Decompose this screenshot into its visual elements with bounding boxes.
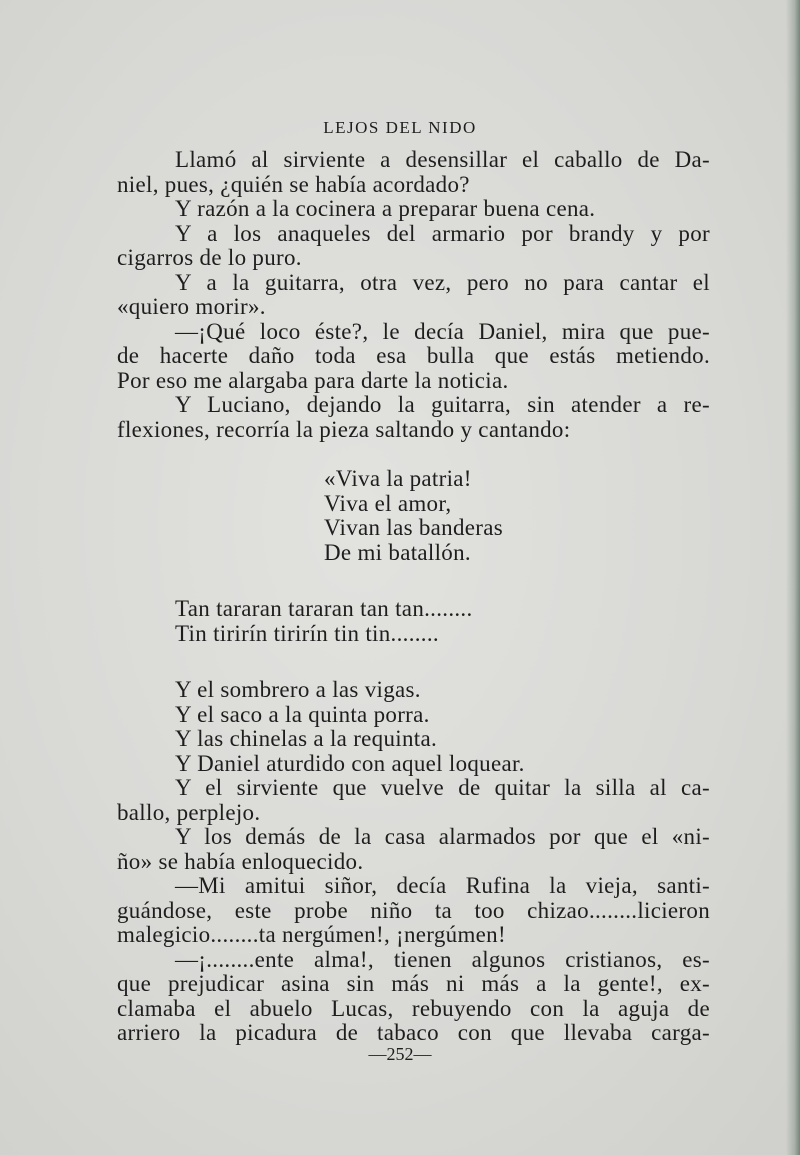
text-line: Y las chinelas a la requinta. [175, 726, 438, 751]
text-line: Llamó al sirviente a desensillar el caballo de Da- [175, 147, 710, 172]
text-line: Y el sombrero a las vigas. [175, 677, 421, 702]
verse-line: De mi batallón. [324, 539, 471, 565]
verse-line: Vivan las banderas [324, 515, 504, 540]
text-line: Y Daniel aturdido con aquel loquear. [175, 750, 525, 776]
song-refrain [175, 597, 710, 646]
text-line: —¡........ente alma!, tienen algunos cristianos, es- [175, 946, 710, 972]
verse-block [324, 467, 710, 565]
text-line: que prejudicar asina sin más ni más a la gente!, ex- [117, 971, 710, 996]
text-line: niel, pues, ¿quién se había acordado? [117, 171, 470, 197]
text-line: ño» se había enloquecido. [117, 848, 364, 874]
body-text [117, 148, 710, 1046]
refrain-line: Tan tararan tararan tan tan........ [175, 596, 473, 621]
running-head: LEJOS DEL NIDO [323, 118, 477, 137]
page-edge-shadow [786, 0, 800, 1155]
text-line: clamaba el abuelo Lucas, rebuyendo con la aguja de [117, 995, 710, 1021]
text-line: Y razón a la cocinera a preparar buena cena. [175, 196, 596, 221]
text-line: de hacerte daño toda esa bulla que estás metiendo. [117, 343, 710, 368]
text-line: arriero la picadura de tabaco con que llevaba carga- [117, 1020, 710, 1045]
paragraphs-bottom [117, 678, 710, 1046]
verse-line: «Viva la patria! [324, 466, 472, 491]
text-line: Y Luciano, dejando la guitarra, sin atender a re- [175, 392, 710, 417]
text-line: Y a la guitarra, otra vez, pero no para cantar el [175, 269, 710, 295]
text-line: cigarros de lo puro. [117, 245, 302, 270]
text-line: Y el saco a la quinta porra. [175, 701, 430, 727]
text-line: —Mi amitui siñor, decía Rufina la vieja, santi- [175, 873, 710, 898]
page-number: —252— [368, 1044, 432, 1064]
text-line: Por eso me alargaba para darte la noticia. [117, 367, 509, 393]
paragraphs-top [117, 148, 710, 442]
text-line: —¡Qué loco éste?, le decía Daniel, mira que pue- [175, 318, 710, 344]
verse-line: Viva el amor, [324, 490, 452, 516]
text-line: «quiero morir». [117, 294, 266, 319]
text-line: guándose, este probe niño ta too chizao........licieron [117, 897, 710, 923]
text-line: Y los demás de la casa alarmados por que el «ni- [175, 824, 710, 849]
text-line: Y a los anaqueles del armario por brandy y por [175, 220, 710, 246]
text-line: flexiones, recorría la pieza saltando y cantando: [117, 416, 571, 442]
refrain-line: Tin tirirín tirirín tin tin........ [175, 620, 439, 646]
text-line: malegicio........ta nergúmen!, ¡nergúmen! [117, 922, 506, 947]
text-line: Y el sirviente que vuelve de quitar la silla al ca- [175, 775, 710, 800]
text-line: ballo, perplejo. [117, 799, 261, 825]
